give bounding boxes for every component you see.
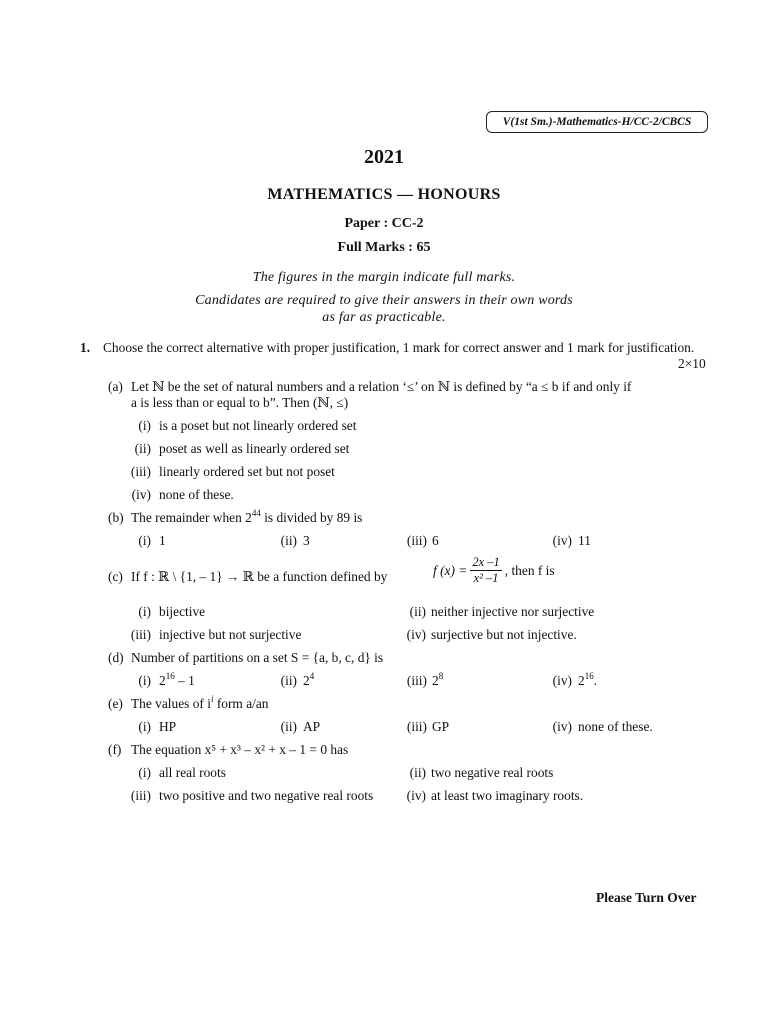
e-opt2-label: (ii) (280, 719, 297, 734)
full-marks: Full Marks : 65 (337, 240, 431, 255)
subq-f-label: (f) (108, 742, 122, 757)
subq-a-line1: Let ℕ be the set of natural numbers and a relation ‘≤’ on ℕ is defined by “a ≤ b if and only if (131, 379, 632, 394)
paper-code-box (486, 111, 708, 133)
f-opt1-text: all real roots (159, 765, 226, 780)
a-opt3-text: linearly ordered set but not poset (159, 464, 335, 479)
a-opt1-label: (i) (138, 418, 151, 433)
f-opt4-text: at least two imaginary roots. (431, 788, 584, 803)
subject-title: MATHEMATICS — HONOURS (267, 186, 501, 203)
question-number: 1. (80, 340, 91, 355)
c-opt2-text: neither injective nor surjective (431, 604, 595, 619)
b-opt4-label: (iv) (552, 533, 572, 548)
a-opt4-label: (iv) (131, 487, 151, 502)
e-opt3-text: GP (432, 719, 450, 734)
e-opt3-label: (iii) (406, 719, 427, 734)
b-opt1-label: (i) (138, 533, 151, 548)
e-opt4-text: none of these. (578, 719, 653, 734)
f-opt3-label: (iii) (130, 788, 151, 803)
instruction-practicable: as far as practicable. (322, 310, 446, 325)
c-opt2-label: (ii) (409, 604, 426, 619)
c-opt1-label: (i) (138, 604, 151, 619)
c-opt4-text: surjective but not injective. (431, 627, 577, 642)
b-opt2-label: (ii) (280, 533, 297, 548)
instruction-words: Candidates are required to give their answers in their own words (195, 293, 573, 308)
d-opt4-label: (iv) (552, 673, 572, 688)
d-opt3-label: (iii) (406, 673, 427, 688)
subq-e-text: The values of $i^i$ form a/an (131, 694, 269, 711)
b-opt2-text: 3 (303, 533, 310, 548)
f-opt2-label: (ii) (409, 765, 426, 780)
question-text: Choose the correct alternative with proper justification, 1 mark for correct answer and 1 mark for justification. (103, 340, 695, 355)
b-opt4-text: 11 (578, 533, 591, 548)
instruction-margin: The figures in the margin indicate full marks. (252, 270, 516, 285)
subq-c-label: (c) (108, 569, 123, 584)
d-opt1-label: (i) (138, 673, 151, 688)
c-opt3-label: (iii) (130, 627, 151, 642)
subq-d-label: (d) (108, 650, 124, 665)
f-opt4-label: (iv) (406, 788, 426, 803)
subq-a-line2: a is less than or equal to b”. Then (ℕ, ≤) (131, 395, 349, 410)
f-opt3-text: two positive and two negative real roots (159, 788, 374, 803)
subq-a-label: (a) (108, 379, 123, 394)
subq-f-text: The equation x⁵ + x³ – x² + x – 1 = 0 has (131, 742, 349, 757)
f-opt1-label: (i) (138, 765, 151, 780)
b-opt3-label: (iii) (406, 533, 427, 548)
d-opt1-text: $2^{16} - 1$ (159, 671, 195, 688)
subq-c-text: If f : ℝ \ {1, – 1} → ℝ be a function defined by (131, 569, 388, 584)
e-opt1-label: (i) (138, 719, 151, 734)
d-opt4-text: $2^{16}$. (578, 671, 598, 688)
d-opt2-text: $2^4$ (303, 671, 315, 688)
f-opt2-text: two negative real roots (431, 765, 554, 780)
a-opt1-text: is a poset but not linearly ordered set (159, 418, 357, 433)
b-opt1-text: 1 (159, 533, 166, 548)
b-opt3-text: 6 (432, 533, 439, 548)
c-opt3-text: injective but not surjective (159, 627, 302, 642)
c-opt4-label: (iv) (406, 627, 426, 642)
subq-d-text: Number of partitions on a set S = {a, b, c, d} is (131, 650, 384, 665)
please-turn-over: Please Turn Over (596, 890, 697, 905)
question-marks: 2×10 (678, 356, 706, 371)
a-opt3-label: (iii) (130, 464, 151, 479)
exam-year: 2021 (364, 146, 404, 168)
paper-code: V(1st Sm.)-Mathematics-H/CC-2/CBCS (502, 116, 692, 128)
e-opt1-text: HP (159, 719, 177, 734)
d-opt2-label: (ii) (280, 673, 297, 688)
a-opt2-label: (ii) (134, 441, 151, 456)
e-opt2-text: AP (303, 719, 321, 734)
a-opt2-text: poset as well as linearly ordered set (159, 441, 350, 456)
func-lhs: f (x) = (433, 562, 468, 578)
fraction-denominator: x² –1 (473, 571, 499, 585)
subq-c-formula (433, 555, 555, 586)
paper-label: Paper : CC-2 (344, 216, 424, 231)
fraction-numerator: 2x –1 (472, 555, 500, 569)
e-opt4-label: (iv) (552, 719, 572, 734)
c-opt1-text: bijective (159, 604, 206, 619)
subq-c-tail: , then f is (504, 562, 555, 578)
subq-b-text: The remainder when $2^{44}$ is divided by 89 is (131, 508, 363, 525)
subq-e-label: (e) (108, 696, 123, 711)
d-opt3-text: $2^8$ (432, 671, 444, 688)
fraction (470, 555, 501, 586)
a-opt4-text: none of these. (159, 487, 234, 502)
subq-b-label: (b) (108, 510, 124, 525)
